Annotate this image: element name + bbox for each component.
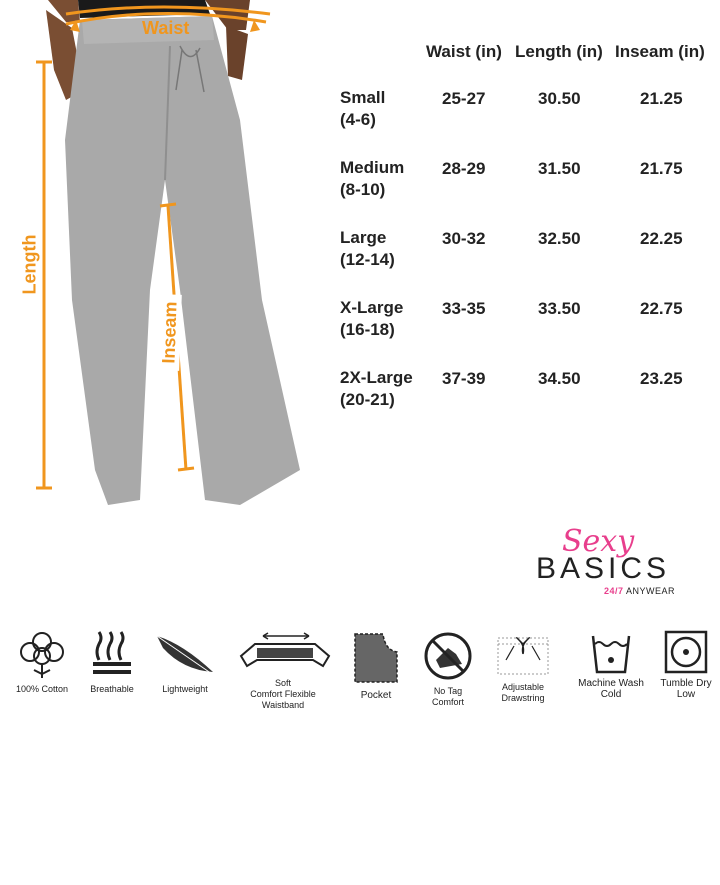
size-name: Medium [340, 158, 405, 177]
feature-drawstring [490, 630, 556, 704]
length-value: 34.50 [538, 369, 581, 388]
waist-value: 37-39 [442, 369, 486, 388]
cotton-icon [19, 630, 65, 680]
length-value: 32.50 [538, 229, 581, 248]
pants-illustration [0, 0, 340, 520]
feature-label: Tumble Dry Low [660, 678, 712, 700]
brand-script: Sexy [562, 524, 635, 559]
feature-waistband [230, 630, 336, 711]
tumble-dry-icon [664, 630, 708, 674]
brand-tag-word: ANYWEAR [626, 586, 676, 596]
size-label [340, 157, 404, 201]
inseam-value: 21.25 [640, 89, 683, 108]
header-waist: Waist (in) [426, 42, 502, 61]
header-length: Length (in) [515, 42, 603, 61]
waistband-icon [233, 630, 333, 674]
feature-tumble-dry [656, 630, 716, 700]
brand-logo [532, 522, 682, 602]
feature-label: Soft Comfort Flexible Waistband [250, 678, 316, 710]
feature-label: No Tag Comfort [431, 686, 464, 707]
waist-value: 33-35 [442, 299, 486, 318]
length-value: 33.50 [538, 299, 581, 318]
breathable-icon [89, 630, 135, 680]
feather-icon [153, 630, 217, 680]
inseam-value: 22.25 [640, 229, 683, 248]
size-label [340, 297, 403, 341]
brand-word: BASICS [536, 552, 671, 585]
pocket-icon [351, 630, 401, 686]
size-name: Small [340, 88, 386, 107]
size-range: (12-14) [340, 250, 395, 269]
header-inseam: Inseam (in) [615, 42, 705, 61]
drawstring-icon [494, 630, 552, 678]
feature-label: Breathable [90, 684, 134, 694]
waist-label: Waist [142, 18, 190, 38]
feature-label: Lightweight [162, 684, 208, 694]
length-value: 31.50 [538, 159, 581, 178]
size-name: Large [340, 228, 387, 247]
brand-tag-hours: 24/7 [604, 586, 624, 596]
size-name: 2X-Large [340, 368, 413, 387]
inseam-value: 22.75 [640, 299, 683, 318]
feature-pocket [346, 630, 406, 701]
machine-wash-icon [591, 630, 631, 674]
feature-machine-wash [574, 630, 648, 700]
size-range: (20-21) [340, 390, 395, 409]
length-value: 30.50 [538, 89, 581, 108]
size-range: (4-6) [340, 110, 376, 129]
feature-label: Adjustable Drawstring [501, 682, 545, 703]
size-name: X-Large [340, 298, 404, 317]
size-range: (16-18) [340, 320, 395, 339]
pants-drawing [0, 0, 340, 520]
feature-label: Pocket [360, 690, 392, 701]
inseam-value: 23.25 [640, 369, 683, 388]
size-label [340, 227, 395, 271]
brand-tagline [604, 586, 675, 596]
feature-label: 100% Cotton [15, 684, 69, 694]
feature-no-tag [416, 630, 480, 708]
feature-label: Machine Wash Cold [578, 678, 644, 700]
waist-value: 30-32 [442, 229, 486, 248]
feature-lightweight [150, 630, 220, 695]
length-label: Length [19, 234, 40, 295]
size-label [340, 87, 385, 131]
inseam-label: Inseam [158, 294, 182, 371]
waist-value: 28-29 [442, 159, 486, 178]
no-tag-icon [422, 630, 474, 682]
feature-breathable [82, 630, 142, 695]
waist-value: 25-27 [442, 89, 486, 108]
size-range: (8-10) [340, 180, 386, 199]
feature-cotton [12, 630, 72, 695]
inseam-value: 21.75 [640, 159, 683, 178]
size-label [340, 367, 413, 411]
